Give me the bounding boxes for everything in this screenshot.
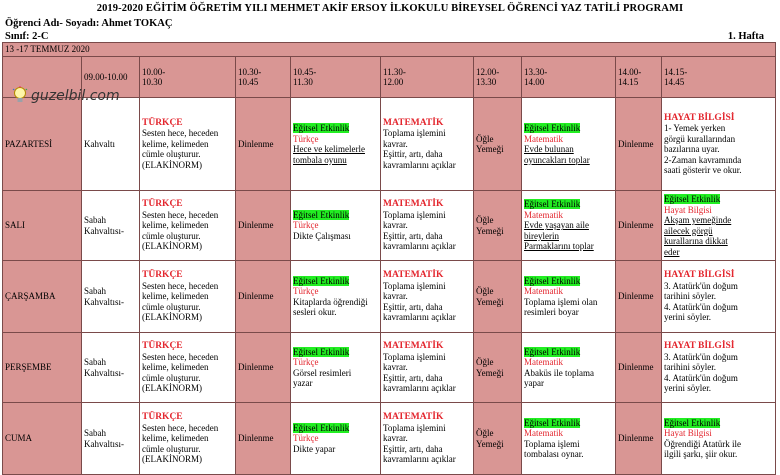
breakfast-cell: Sabah Kahvaltısı- xyxy=(82,333,140,403)
time-slot: 14.15- 14.45 xyxy=(662,57,776,98)
hayat-cell xyxy=(662,403,776,475)
lunch-cell: Öğle Yemeği xyxy=(474,261,522,333)
activity-desc: Evde yaşayan aile bireylerin Parmaklarını toplar xyxy=(524,220,594,252)
math-title: MATEMATİK xyxy=(383,199,444,210)
activity-cell xyxy=(291,333,381,403)
turkce-cell xyxy=(140,403,236,475)
hayat-title: HAYAT BİLGİSİ xyxy=(664,270,735,281)
activity-tag-wrap xyxy=(524,276,613,287)
math-cell xyxy=(381,333,474,403)
activity-tag-wrap xyxy=(664,194,773,205)
turkce-title: TÜRKÇE xyxy=(142,341,183,352)
time-slot: 12.00- 13.30 xyxy=(474,57,522,98)
turkce-cell xyxy=(140,333,236,403)
turkce-cell xyxy=(140,98,236,191)
turkce-objective: Sesten hece, heceden kelime, kelimeden cümle oluşturur. (ELAKİNORM) xyxy=(142,128,219,170)
activity-tag: Eğitsel Etkinlik xyxy=(524,275,581,286)
math-cell xyxy=(381,261,474,333)
break-cell: Dinlenme xyxy=(236,403,291,475)
breakfast-cell: Kahvaltı xyxy=(82,98,140,191)
activity-tag-wrap xyxy=(524,199,613,210)
breakfast-cell: Sabah Kahvaltısı- xyxy=(82,191,140,261)
activity-cell-2 xyxy=(522,191,616,261)
activity-tag: Eğitsel Etkinlik xyxy=(293,346,350,357)
activity-subject: Matematik xyxy=(524,286,563,296)
turkce-title: TÜRKÇE xyxy=(142,270,183,281)
math-cell xyxy=(381,98,474,191)
lunch-cell: Öğle Yemeği xyxy=(474,98,522,191)
math-objective: Toplama işlemini kavrar. Eşittir, artı, daha kavramlarını açıklar xyxy=(383,280,456,323)
activity-cell-2 xyxy=(522,403,616,475)
activity-desc: Kitaplarda öğrendiği sesleri okur. xyxy=(293,296,368,317)
time-slot: 13.30- 14.00 xyxy=(522,57,616,98)
document-title: 2019-2020 EĞİTİM ÖĞRETİM YILI MEHMET AKİF ERSOY İLKOKULU BİREYSEL ÖĞRENCİ YAZ TATİLİ PROGRAMI xyxy=(96,3,684,14)
turkce-objective: Sesten hece, heceden kelime, kelimeden cümle oluşturur. (ELAKİNORM) xyxy=(142,422,219,465)
time-slot: 14.00- 14.15 xyxy=(616,57,662,98)
activity-tag: Eğitsel Etkinlik xyxy=(664,417,721,428)
activity-tag: Eğitsel Etkinlik xyxy=(293,275,350,286)
time-slot: 09.00-10.00 xyxy=(82,57,140,98)
math-cell xyxy=(381,403,474,475)
break-cell: Dinlenme xyxy=(616,98,662,191)
activity-tag-wrap xyxy=(524,347,613,358)
hayat-objective: 3. Atatürk'ün doğum tarihini söyler. 4. Atatürk'ün doğum yerini söyler. xyxy=(664,280,738,323)
turkce-objective: Sesten hece, heceden kelime, kelimeden cümle oluşturur. (ELAKİNORM) xyxy=(142,209,219,252)
activity-desc: Toplama işlemi tombalası oynar. xyxy=(524,438,584,459)
activity-tag-wrap xyxy=(293,210,378,221)
activity-tag-wrap xyxy=(664,418,773,429)
activity-subject: Türkçe xyxy=(293,433,319,444)
activity-tag: Eğitsel Etkinlik xyxy=(664,194,721,204)
math-title: MATEMATİK xyxy=(383,412,444,423)
activity-tag-wrap xyxy=(524,418,613,429)
schedule-table xyxy=(2,42,776,475)
time-slot: 11.30- 12.00 xyxy=(381,57,474,98)
activity-desc: Dikte Çalışması xyxy=(293,230,351,241)
student-name: Öğrenci Adı- Soyadı: Ahmet TOKAÇ xyxy=(5,18,173,29)
break-cell: Dinlenme xyxy=(616,333,662,403)
activity-desc: Hece ve kelimelerle tombala oyunu xyxy=(293,144,365,165)
hayat-title: HAYAT BİLGİSİ xyxy=(664,112,735,123)
break-cell: Dinlenme xyxy=(236,333,291,403)
hayat-cell xyxy=(662,333,776,403)
breakfast-cell: Sabah Kahvaltısı- xyxy=(82,261,140,333)
activity-tag: Eğitsel Etkinlik xyxy=(293,123,350,133)
activity-tag: Eğitsel Etkinlik xyxy=(524,417,581,428)
activity-subject: Matematik xyxy=(524,133,563,144)
day-name: PAZARTESİ xyxy=(3,98,82,191)
math-objective: Toplama işlemini kavrar. Eşittir, artı, daha kavramlarını açıklar xyxy=(383,422,456,465)
day-name: PERŞEMBE xyxy=(3,333,82,403)
day-name: SALI xyxy=(3,191,82,261)
day-row xyxy=(3,333,776,403)
break-cell: Dinlenme xyxy=(236,191,291,261)
activity-subject: Türkçe xyxy=(293,357,319,367)
day-row xyxy=(3,403,776,475)
activity-tag: Eğitsel Etkinlik xyxy=(293,422,350,433)
turkce-title: TÜRKÇE xyxy=(142,412,183,423)
lunch-cell: Öğle Yemeği xyxy=(474,191,522,261)
class-label: Sınıf: 2-C xyxy=(5,31,49,42)
activity-subject: Türkçe xyxy=(293,286,319,296)
activity-tag: Eğitsel Etkinlik xyxy=(293,209,350,220)
day-row xyxy=(3,191,776,261)
math-cell xyxy=(381,191,474,261)
math-title: MATEMATİK xyxy=(383,341,444,352)
math-objective: Toplama işlemini kavrar. Eşittir, artı, daha kavramlarını açıklar xyxy=(383,351,456,394)
turkce-objective: Sesten hece, heceden kelime, kelimeden cümle oluşturur. (ELAKİNORM) xyxy=(142,280,219,323)
turkce-title: TÜRKÇE xyxy=(142,199,183,210)
activity-tag: Eğitsel Etkinlik xyxy=(524,123,581,133)
activity-tag-wrap xyxy=(293,123,378,134)
day-row xyxy=(3,261,776,333)
activity-cell-2 xyxy=(522,333,616,403)
activity-tag-wrap xyxy=(293,347,378,358)
lightbulb-icon xyxy=(12,86,28,106)
break-cell: Dinlenme xyxy=(236,98,291,191)
math-objective: Toplama işlemini kavrar. Eşittir, artı, daha kavramlarını açıklar xyxy=(383,128,456,170)
time-slot: 10.45- 11.30 xyxy=(291,57,381,98)
break-cell: Dinlenme xyxy=(616,261,662,333)
hayat-cell xyxy=(662,98,776,191)
hayat-objective: Akşam yemeğinde ailecek görgü kurallarına dikkat eder xyxy=(664,215,732,257)
activity-subject: Matematik xyxy=(524,209,563,220)
turkce-objective: Sesten hece, heceden kelime, kelimeden cümle oluşturur. (ELAKİNORM) xyxy=(142,351,219,394)
hayat-objective: Öğrendiği Atatürk ile ilgili şarkı, şiir okur. xyxy=(664,438,741,459)
turkce-cell xyxy=(140,261,236,333)
break-cell: Dinlenme xyxy=(616,403,662,475)
activity-cell xyxy=(291,191,381,261)
activity-cell xyxy=(291,403,381,475)
math-objective: Toplama işlemini kavrar. Eşittir, artı, daha kavramlarını açıklar xyxy=(383,209,456,252)
activity-subject: Türkçe xyxy=(293,220,319,231)
day-row xyxy=(3,98,776,191)
activity-tag-wrap xyxy=(293,276,378,287)
activity-tag: Eğitsel Etkinlik xyxy=(524,346,581,357)
math-title: MATEMATİK xyxy=(383,117,444,128)
watermark-text: guzelbil.com xyxy=(31,88,120,104)
activity-tag-wrap xyxy=(293,423,378,434)
activity-cell xyxy=(291,98,381,191)
time-slot: 10.00- 10.30 xyxy=(140,57,236,98)
hayat-title: HAYAT BİLGİSİ xyxy=(664,341,735,352)
activity-desc: Görsel resimleri yazar xyxy=(293,367,352,388)
hayat-cell xyxy=(662,191,776,261)
activity-tag-wrap xyxy=(524,123,613,134)
week-label: 1. Hafta xyxy=(727,31,764,42)
math-title: MATEMATİK xyxy=(383,270,444,281)
activity-cell-2 xyxy=(522,261,616,333)
activity-subject: Matematik xyxy=(524,428,563,438)
lunch-cell: Öğle Yemeği xyxy=(474,403,522,475)
hayat-subject: Hayat Bilgisi xyxy=(664,204,712,215)
activity-desc: Evde bulunan oyuncakları toplar xyxy=(524,144,590,165)
turkce-title: TÜRKÇE xyxy=(142,117,183,128)
activity-desc: Abaküs ile toplama yapar xyxy=(524,367,594,388)
activity-cell xyxy=(291,261,381,333)
lunch-cell: Öğle Yemeği xyxy=(474,333,522,403)
activity-tag: Eğitsel Etkinlik xyxy=(524,199,581,210)
break-cell: Dinlenme xyxy=(616,191,662,261)
day-name: ÇARŞAMBA xyxy=(3,261,82,333)
time-slot: 10.30- 10.45 xyxy=(236,57,291,98)
day-name: CUMA xyxy=(3,403,82,475)
activity-desc: Toplama işlemi olan resimleri boyar xyxy=(524,296,598,317)
activity-subject: Türkçe xyxy=(293,133,319,144)
hayat-objective: 1- Yemek yerken görgü kurallarından bazılarına uyar. 2-Zaman kavramında saati gösterir ve okur. xyxy=(664,123,742,175)
hayat-objective: 3. Atatürk'ün doğum tarihini söyler. 4. Atatürk'ün doğum yerini söyler. xyxy=(664,351,738,394)
hayat-subject: Hayat Bilgisi xyxy=(664,428,712,438)
turkce-cell xyxy=(140,191,236,261)
date-range: 13 -17 TEMMUZ 2020 xyxy=(3,43,776,57)
activity-subject: Matematik xyxy=(524,357,563,367)
break-cell: Dinlenme xyxy=(236,261,291,333)
hayat-cell xyxy=(662,261,776,333)
watermark-logo xyxy=(12,86,120,106)
breakfast-cell: Sabah Kahvaltısı- xyxy=(82,403,140,475)
activity-cell-2 xyxy=(522,98,616,191)
activity-desc: Dikte yapar xyxy=(293,443,336,454)
